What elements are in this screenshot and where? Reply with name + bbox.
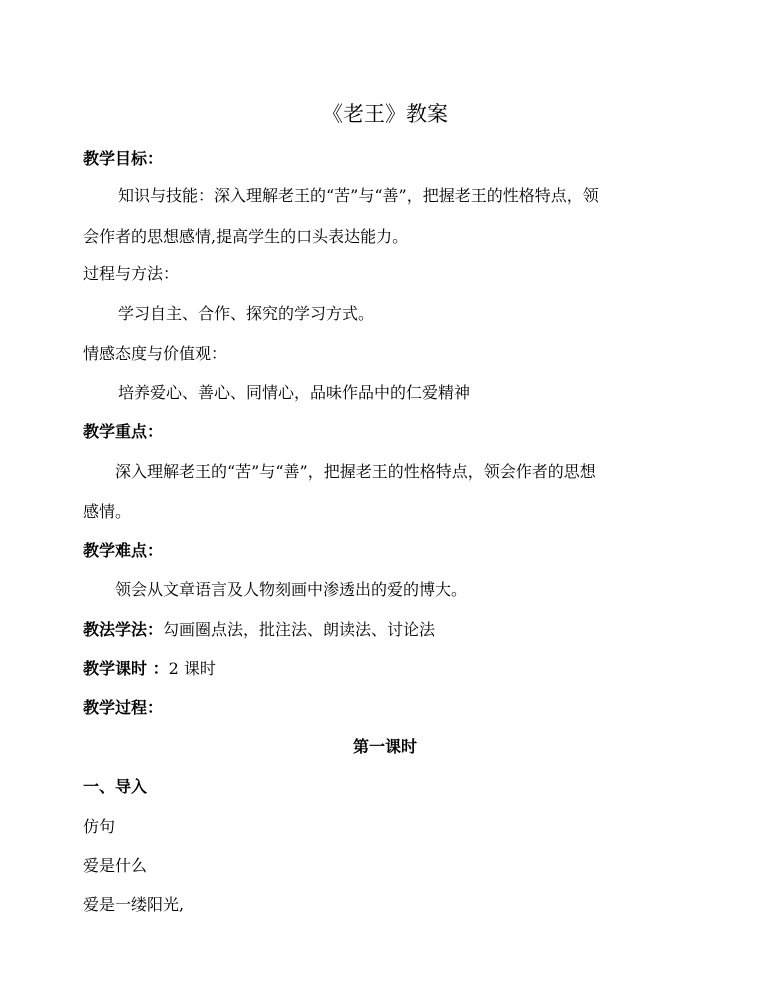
difficulty-heading: 教学难点： bbox=[83, 541, 164, 560]
hours-row bbox=[83, 659, 216, 679]
knowledge-line-2: 会作者的思想感情,提高学生的口头表达能力。 bbox=[83, 227, 409, 246]
method-label: 教法学法： bbox=[83, 620, 164, 639]
difficulty-text: 领会从文章语言及人物刻画中渗透出的爱的博大。 bbox=[115, 580, 468, 599]
knowledge-line-1: 知识与技能：深入理解老王的“苦”与“善”，把握老王的性格特点，领 bbox=[118, 186, 599, 205]
emotion-text: 培养爱心、善心、同情心，品味作品中的仁爱精神 bbox=[118, 383, 471, 402]
process-heading: 过程与方法： bbox=[83, 264, 180, 283]
objectives-heading: 教学目标： bbox=[83, 149, 164, 168]
key-heading: 教学重点： bbox=[83, 422, 164, 441]
key-line-1: 深入理解老王的“苦”与“善”，把握老王的性格特点，领会作者的思想 bbox=[115, 462, 596, 481]
lesson-heading: 第一课时 bbox=[352, 737, 417, 756]
love-question: 爱是什么 bbox=[83, 856, 148, 875]
hours-label: 教学课时 ： bbox=[83, 659, 169, 678]
emotion-heading: 情感态度与价值观： bbox=[83, 344, 228, 363]
method-row bbox=[83, 620, 435, 640]
document-title: 《老王》教案 bbox=[322, 102, 448, 126]
hours-text: 2 课时 bbox=[168, 659, 216, 678]
procedure-heading: 教学过程： bbox=[83, 698, 164, 717]
method-text: 勾画圈点法，批注法、朗读法、讨论法 bbox=[163, 620, 436, 639]
imitate-text: 仿句 bbox=[83, 817, 116, 836]
process-text: 学习自主、合作、探究的学习方式。 bbox=[118, 304, 375, 323]
section-1-heading: 一、导入 bbox=[83, 777, 148, 796]
love-sunshine: 爱是一缕阳光, bbox=[83, 895, 185, 914]
key-line-2: 感情。 bbox=[83, 502, 132, 521]
